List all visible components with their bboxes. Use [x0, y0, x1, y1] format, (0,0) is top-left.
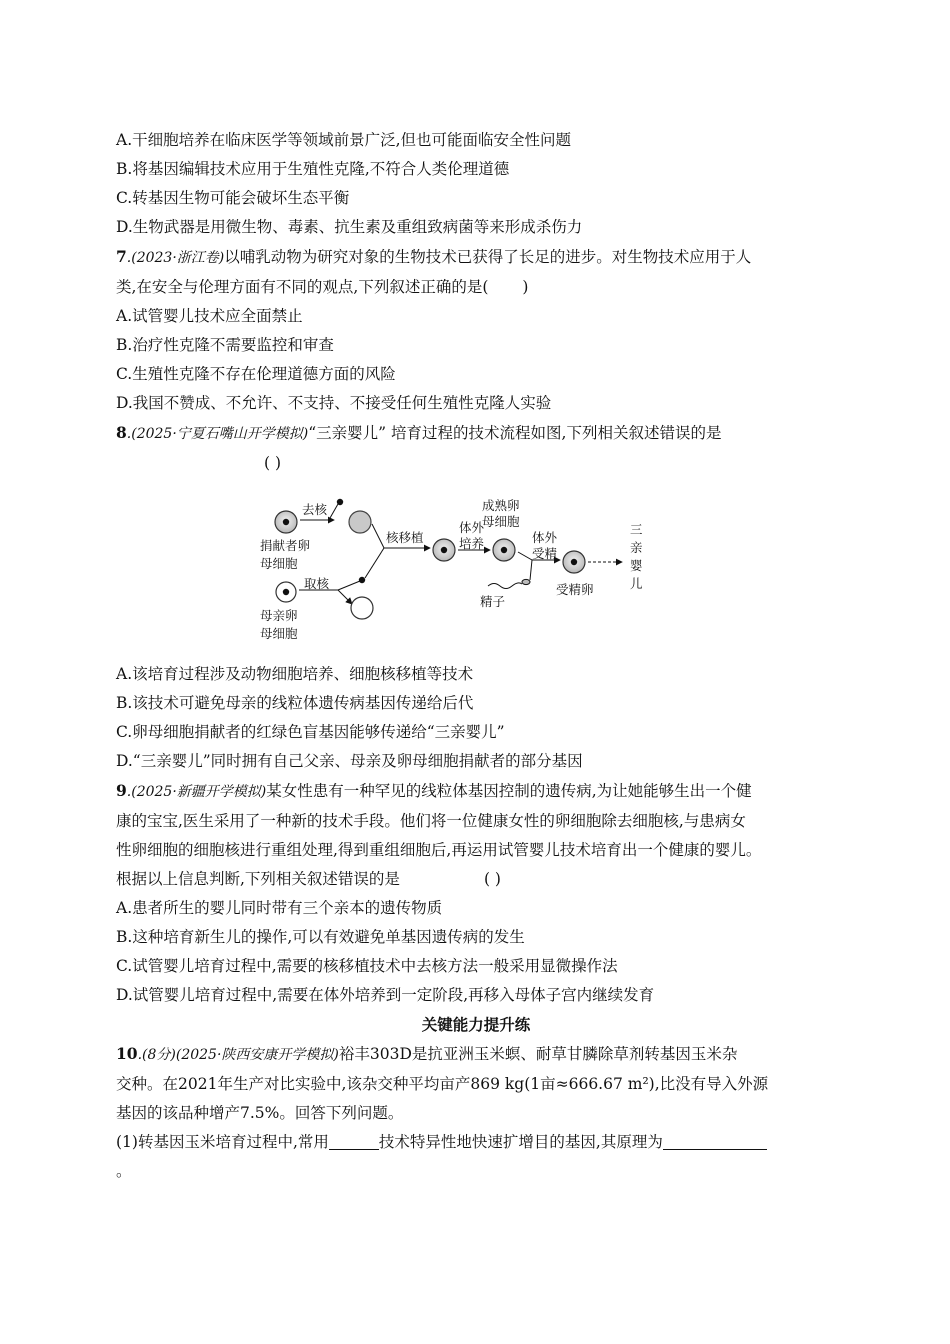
q10-sub1 [116, 1128, 836, 1157]
label-take-nucleus: 取核 [304, 576, 330, 591]
q7-stem-text: 以哺乳动物为研究对象的生物技术已获得了长足的进步。对生物技术应用于人 [224, 248, 752, 266]
q8-option-c[interactable]: C.卵母细胞捐献者的红绿色盲基因能够传递给“三亲婴儿” [116, 723, 505, 741]
nucleus-tail-line [330, 504, 338, 518]
arrow-to-enucleated-mother [338, 590, 352, 604]
q8-stem-text: “三亲婴儿” 培育过程的技术流程如图,下列相关叙述错误的是 [308, 424, 722, 442]
q7-number: 7 [116, 247, 127, 266]
removed-nucleus-dot-icon [337, 499, 343, 505]
three-parent-baby-diagram [116, 478, 836, 660]
q7-option-b[interactable]: B.治疗性克隆不需要监控和审查 [116, 336, 334, 354]
sperm-tail-icon [488, 583, 522, 589]
q7-stem-text2: 类,在安全与伦理方面有不同的观点,下列叙述正确的是( [116, 278, 489, 296]
mother-nucleus-dot-icon [359, 577, 365, 583]
enucleated-donor-cell-icon [349, 511, 371, 533]
q9-option-b[interactable]: B.这种培育新生儿的操作,可以有效避免单基因遗传病的发生 [116, 928, 525, 946]
q6-option-a[interactable]: A.干细胞培养在临床医学等领域前景广泛,但也可能面临安全性问题 [116, 131, 572, 149]
label-baby-2: 亲 [630, 540, 643, 555]
label-fertilized-egg: 受精卵 [556, 582, 594, 597]
page-content [116, 126, 836, 1186]
label-mature-1: 成熟卵 [482, 498, 520, 513]
q7-stem-line1 [116, 242, 836, 273]
q8-option-b[interactable]: B.该技术可避免母亲的线粒体遗传病基因传递给后代 [116, 694, 474, 712]
q8-stem [116, 418, 836, 449]
q6-option-c[interactable]: C.转基因生物可能会破坏生态平衡 [116, 189, 350, 207]
q10-blank-technique[interactable] [329, 1131, 379, 1150]
q10-stem-line2: 交种。在2021年生产对比实验中,该杂交种平均亩产869 kg(1亩≈666.67 m²),比没有导入外源 [116, 1075, 769, 1093]
q7-option-d[interactable]: D.我国不赞成、不允许、不支持、不接受任何生殖性克隆人实验 [116, 394, 552, 412]
q8-source: .(2025·宁夏石嘴山开学模拟) [126, 426, 309, 442]
label-donor-2: 母细胞 [260, 556, 298, 571]
label-fert-1: 体外 [532, 530, 558, 545]
q10-sub1-text2: 技术特异性地快速扩增目的基因,其原理为 [378, 1133, 663, 1151]
q6-option-d[interactable]: D.生物武器是用微生物、毒素、抗生素及重组致病菌等来形成杀伤力 [116, 218, 583, 236]
nucleus-tail-line-2 [338, 581, 360, 590]
label-fert-2: 受精 [532, 546, 558, 561]
label-sperm: 精子 [480, 594, 506, 609]
enucleated-mother-cell-icon [351, 597, 373, 619]
merge-line-sperm [530, 560, 532, 580]
q7-source: .(2023·浙江卷) [126, 250, 225, 266]
q8-option-a[interactable]: A.该培育过程涉及动物细胞培养、细胞核移植等技术 [116, 665, 474, 683]
q7-option-a[interactable]: A.试管婴儿技术应全面禁止 [116, 307, 303, 325]
label-baby-1: 三 [630, 522, 643, 537]
q7-option-c[interactable]: C.生殖性克隆不存在伦理道德方面的风险 [116, 365, 396, 383]
mature-egg-cell-icon [493, 539, 515, 561]
label-culture-1: 体外 [459, 520, 485, 535]
q8-number: 8 [116, 423, 127, 442]
q9-answer-paren[interactable]: ( ) [483, 870, 501, 888]
label-culture-2: 培养 [459, 536, 485, 551]
q9-stem-line1 [116, 776, 836, 807]
q9-source: .(2025·新疆开学模拟) [126, 784, 267, 800]
merge-line-top [372, 524, 384, 548]
q9-stem-line2: 康的宝宝,医生采用了一种新的技术手段。他们将一位健康女性的卵细胞除去细胞核,与患病女 [116, 812, 746, 830]
label-donor-1: 捐献者卵 [260, 538, 311, 553]
sperm-head-icon [522, 579, 530, 584]
q9-option-a[interactable]: A.患者所生的婴儿同时带有三个亲本的遗传物质 [116, 899, 443, 917]
q9-stem-line3: 性卵细胞的细胞核进行重组处理,得到重组细胞后,再运用试管婴儿技术培育出一个健康的婴儿。 [116, 841, 762, 859]
q10-sub1-end: 。 [116, 1162, 132, 1180]
label-mature-2: 母细胞 [482, 514, 520, 529]
q9-option-d[interactable]: D.试管婴儿培育过程中,需要在体外培养到一定阶段,再移入母体子宫内继续发育 [116, 986, 655, 1004]
q9-stem-line4 [116, 865, 836, 894]
reconstructed-cell-icon [433, 539, 455, 561]
label-nuclear-transfer: 核移植 [386, 530, 424, 545]
q10-stem-text1: 裕丰303D是抗亚洲玉米螟、耐草甘膦除草剂转基因玉米杂 [338, 1045, 738, 1063]
merge-line-egg [518, 552, 532, 560]
q10-score-source: .(8分)(2025·陕西安康开学模拟) [137, 1047, 339, 1063]
flow-diagram [260, 478, 686, 658]
fertilized-egg-icon [563, 551, 585, 573]
q9-option-c[interactable]: C.试管婴儿培育过程中,需要的核移植技术中去核方法一般采用显微操作法 [116, 957, 618, 975]
q9-stem-text4: 根据以上信息判断,下列相关叙述错误的是 [116, 870, 400, 888]
q9-number: 9 [116, 781, 127, 800]
q8-answer-paren[interactable]: ( ) [264, 454, 282, 472]
q7-stem-line2 [116, 273, 836, 302]
q10-number: 10 [116, 1044, 138, 1063]
label-baby-3: 婴 [630, 558, 643, 573]
donor-egg-cell-icon [275, 511, 297, 533]
q8-option-d[interactable]: D.“三亲婴儿”同时拥有自己父亲、母亲及卵母细胞捐献者的部分基因 [116, 752, 583, 770]
label-mother-2: 母细胞 [260, 626, 298, 641]
q10-sub1-text1: (1)转基因玉米培育过程中,常用 [116, 1133, 329, 1151]
merge-line-bottom [365, 548, 384, 578]
label-remove-nucleus: 去核 [302, 502, 328, 517]
q6-option-b[interactable]: B.将基因编辑技术应用于生殖性克隆,不符合人类伦理道德 [116, 160, 510, 178]
label-mother-1: 母亲卵 [260, 608, 298, 623]
q10-stem-line1 [116, 1039, 836, 1070]
q7-paren-close: ) [522, 278, 529, 296]
section-title: 关键能力提升练 [421, 1015, 531, 1034]
q9-stem-text1: 某女性患有一种罕见的线粒体基因控制的遗传病,为让她能够生出一个健 [266, 782, 752, 800]
q10-blank-principle[interactable] [663, 1131, 767, 1150]
mother-egg-cell-icon [276, 582, 296, 602]
label-baby-4: 儿 [630, 576, 643, 591]
q10-stem-line3: 基因的该品种增产7.5%。回答下列问题。 [116, 1104, 404, 1122]
